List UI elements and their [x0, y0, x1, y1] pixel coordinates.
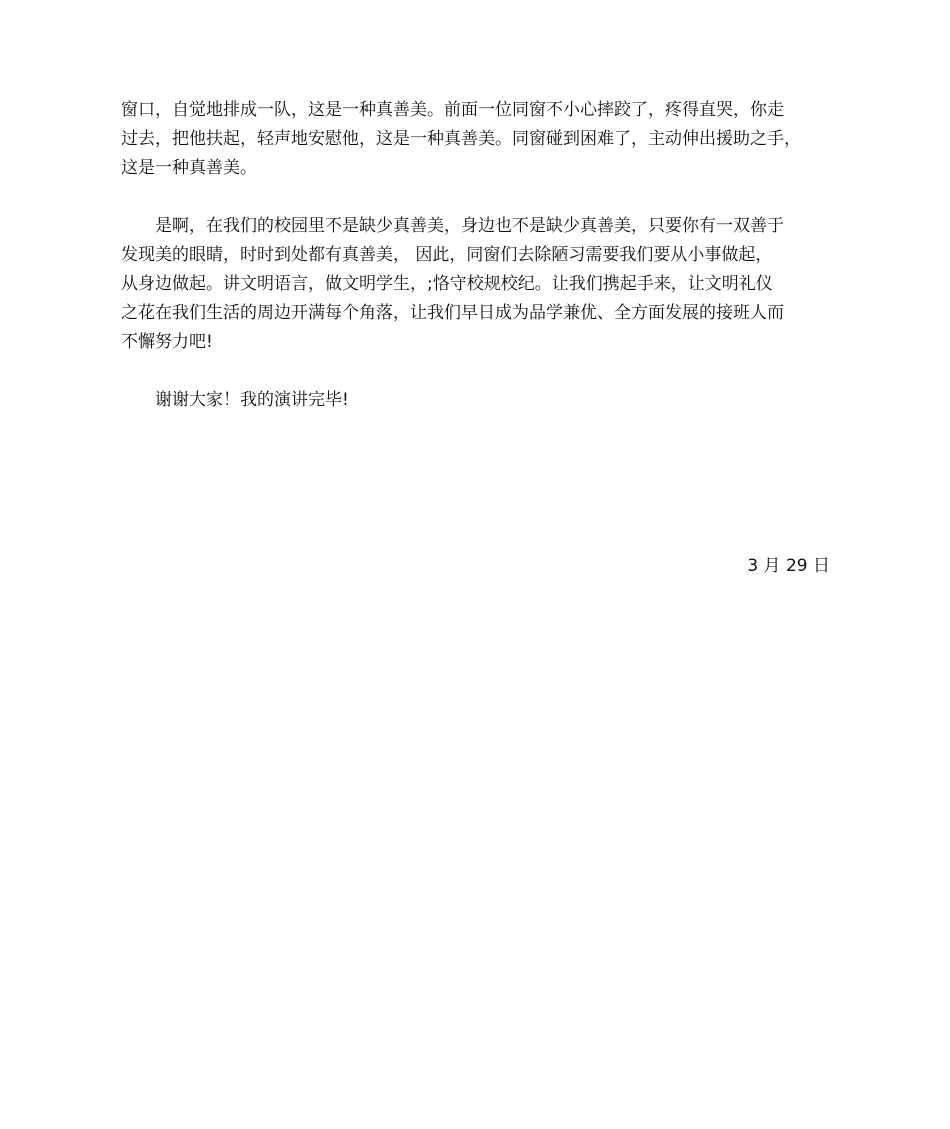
- paragraph-3: 谢谢大家！我的演讲完毕!: [121, 390, 349, 410]
- paragraph-2: 是啊，在我们的校园里不是缺少真善美，身边也不是缺少真善美，只要你有一双善于 发现美的眼睛，时时到处都有真善美， 因此，同窗们去除陋习需要我们要从小事做起， 从身边做起。讲文明语言，做文明学生，;恪守校规校纪。让我们携起手来，让文明礼仪 之花在我们生活的周边开满每个角落，让我们早日成为品学兼优、全方面发展的接班人而 不懈努力吧!: [121, 216, 784, 352]
- document-body: [121, 96, 841, 576]
- document-date: 3 月 29 日: [747, 556, 830, 576]
- paragraph-1: 窗口，自觉地排成一队，这是一种真善美。前面一位同窗不小心摔跤了，疼得直哭，你走 过去，把他扶起，轻声地安慰他，这是一种真善美。同窗碰到困难了，主动伸出援助之手， 这是一种真善美。: [121, 100, 801, 178]
